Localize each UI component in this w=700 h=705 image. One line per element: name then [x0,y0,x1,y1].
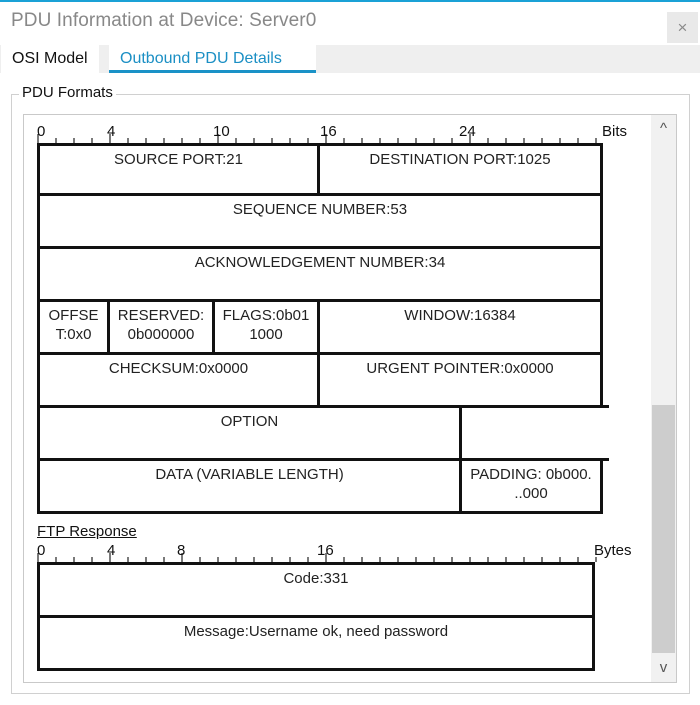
field-data: DATA (VARIABLE LENGTH) [37,458,462,514]
tab-outbound-pdu-details-label: Outbound PDU Details [120,50,282,67]
ftp-ruler-unit: Bytes [594,542,632,559]
tcp-ruler-label: 4 [107,123,116,140]
tcp-ruler-ticks [37,121,637,145]
field-option: OPTION [37,405,462,461]
ftp-ruler-label: 8 [177,542,186,559]
field-source-port: SOURCE PORT:21 [37,143,320,196]
ftp-ruler-label: 4 [107,542,116,559]
pdu-formats-label: PDU Formats [19,84,116,101]
tcp-ruler-label: 24 [459,123,476,140]
ftp-response-label: FTP Response [37,523,137,540]
field-option-padding [459,405,609,461]
tab-bar [0,45,700,73]
field-urgent-pointer: URGENT POINTER:0x0000 [317,352,603,408]
field-padding: PADDING: 0b000. ..000 [459,458,603,514]
close-icon: × [677,17,688,37]
scroll-up-arrow-icon[interactable]: ^ [659,120,668,137]
window-top-accent [0,0,700,2]
tcp-ruler-label: 0 [37,123,46,140]
field-flags: FLAGS:0b01 1000 [212,299,320,355]
tcp-ruler-label: 16 [320,123,337,140]
pdu-scroll-area[interactable] [23,114,677,683]
field-checksum: CHECKSUM:0x0000 [37,352,320,408]
vertical-scrollbar[interactable] [651,115,676,682]
field-destination-port: DESTINATION PORT:1025 [317,143,603,196]
ftp-byte-ruler [37,540,637,564]
ftp-ruler-label: 0 [37,542,46,559]
field-ack-number: ACKNOWLEDGEMENT NUMBER:34 [37,246,603,302]
scroll-down-arrow-icon[interactable]: v [659,659,668,676]
tab-osi-model[interactable]: OSI Model [1,45,99,73]
field-sequence-number: SEQUENCE NUMBER:53 [37,193,603,249]
window-title: PDU Information at Device: Server0 [11,10,317,31]
field-ftp-code: Code:331 [37,562,595,618]
scrollbar-thumb[interactable] [652,405,675,653]
close-button[interactable] [667,12,698,43]
field-offset: OFFSE T:0x0 [37,299,110,355]
tab-outbound-pdu-details[interactable] [109,45,316,73]
tcp-ruler-label: 10 [213,123,230,140]
field-window: WINDOW:16384 [317,299,603,355]
tcp-bit-ruler [37,121,637,145]
tcp-ruler-unit: Bits [602,123,628,140]
field-ftp-message: Message:Username ok, need password [37,615,595,671]
active-tab-indicator [109,70,316,73]
ftp-ruler-label: 16 [317,542,334,559]
ftp-ruler-ticks [37,540,637,564]
field-reserved: RESERVED: 0b000000 [107,299,215,355]
